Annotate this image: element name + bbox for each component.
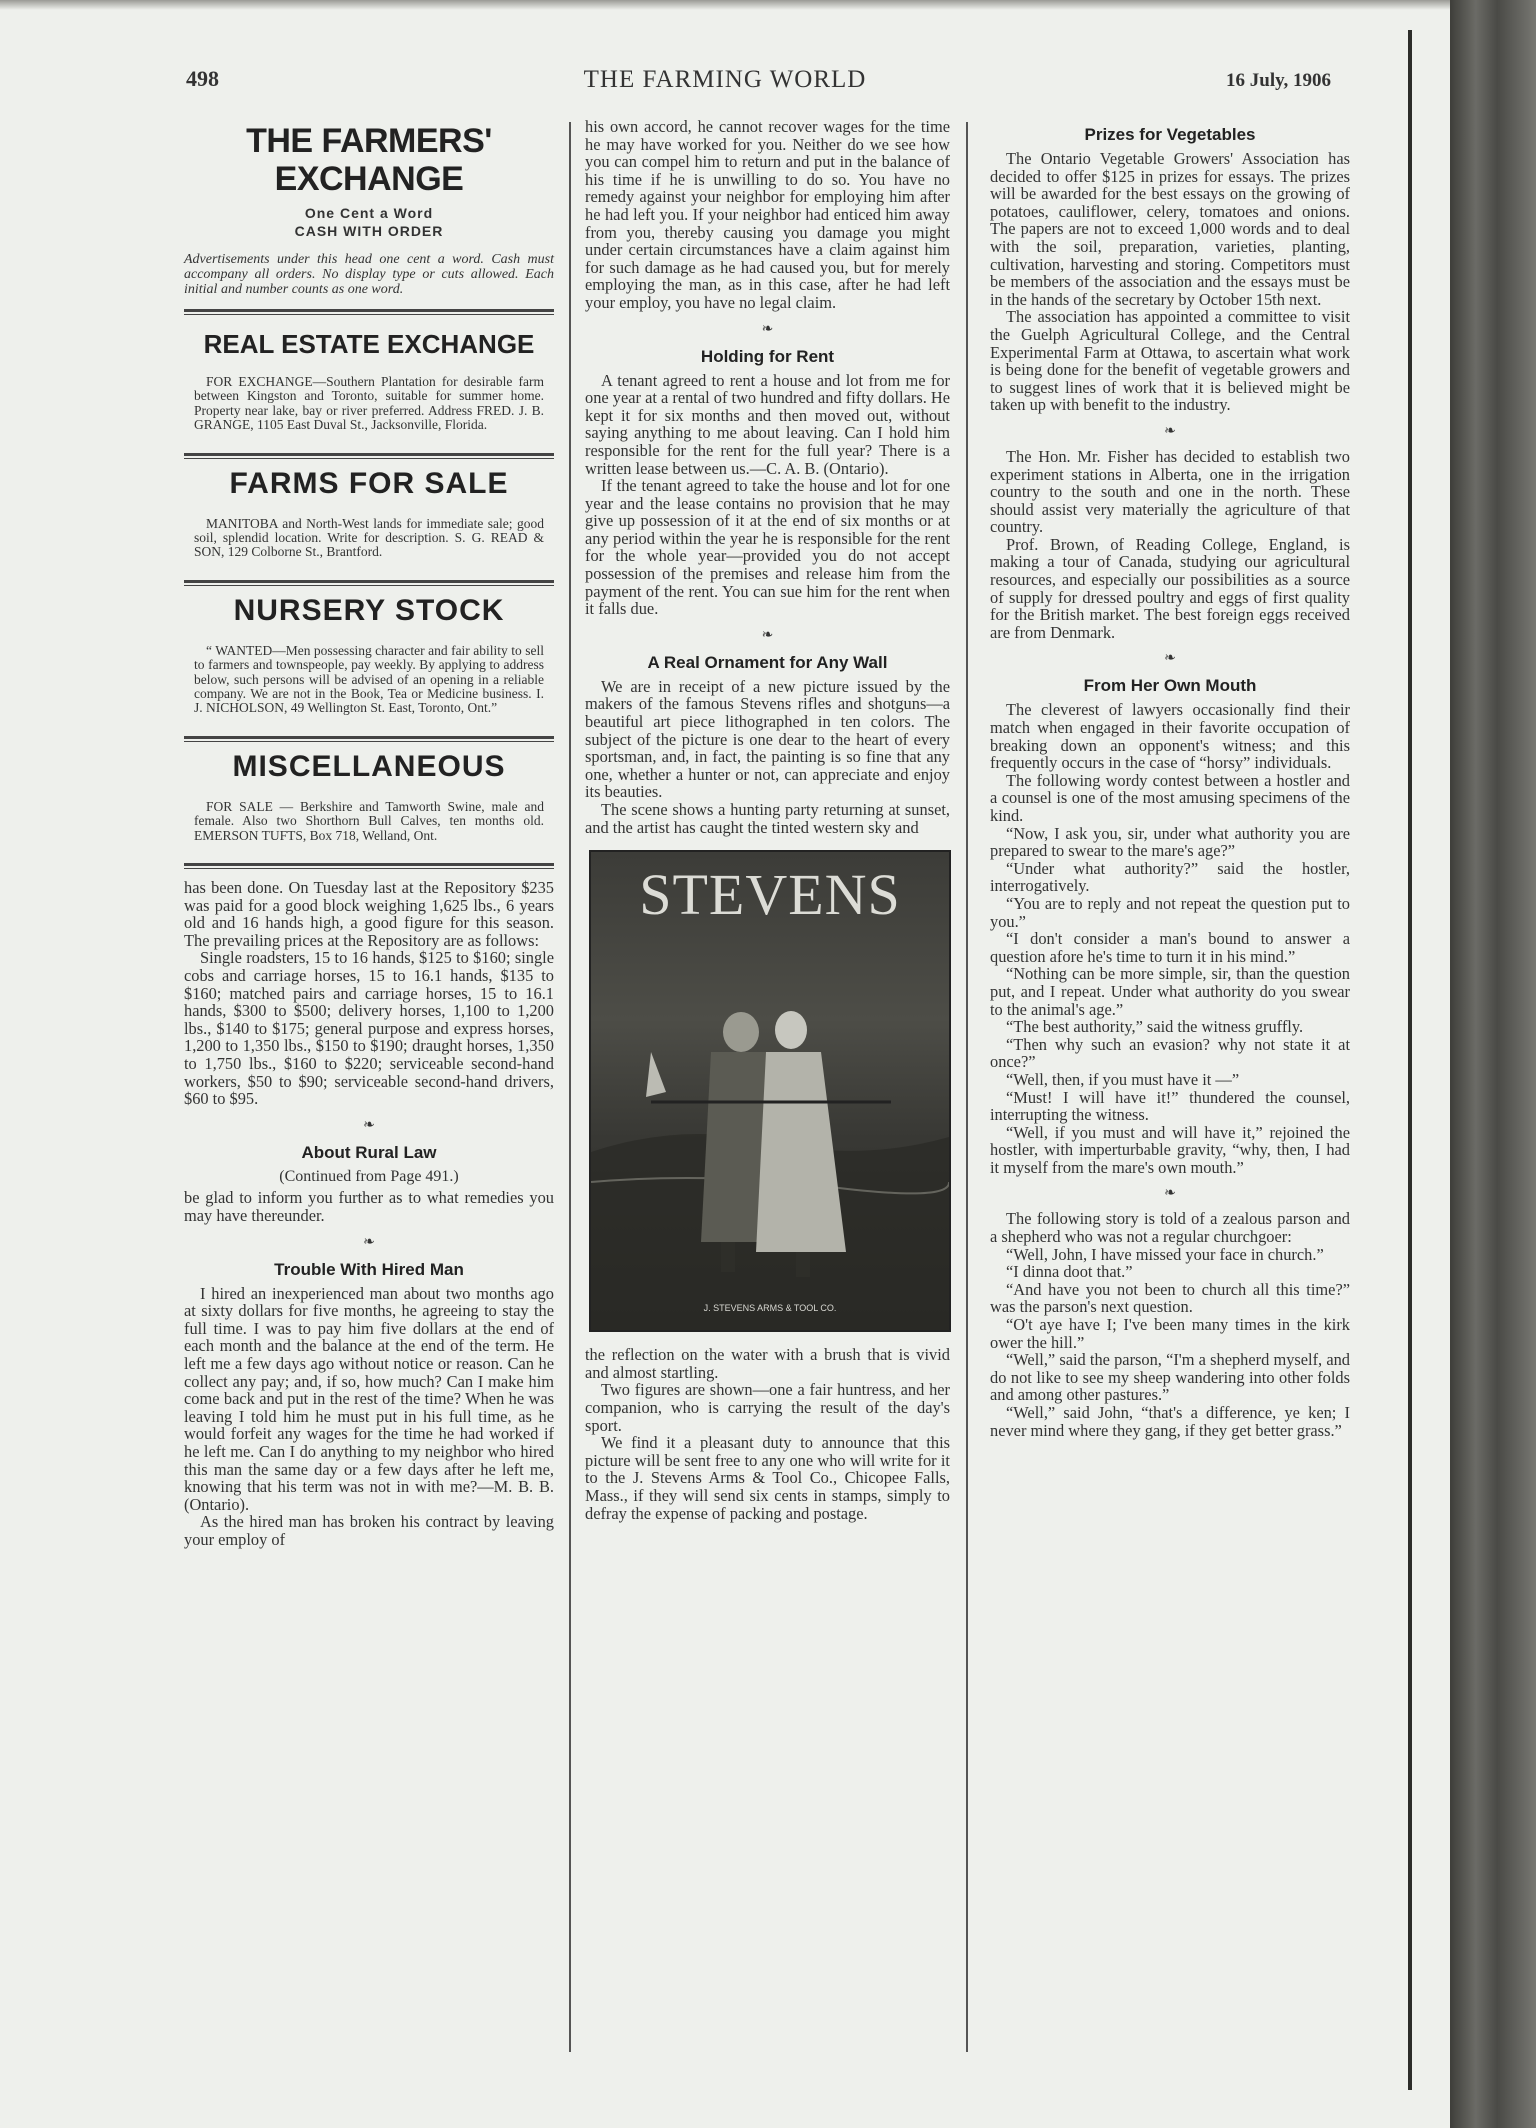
rent-title: Holding for Rent — [700, 346, 835, 366]
rent-answer: If the tenant agreed to take the house and lot for one year and the lease contains no provision that he may give up possession of it at the end of six months or at any period within the year he is responsible for the rent for the whole year—provided you do not accept possession of the premises and release him from the payment of the rent. You can sue him for the rent when it falls due. — [585, 476, 950, 619]
section-rule — [184, 580, 554, 586]
rent-question: A tenant agreed to rent a house and lot from me for one year at a rental of two hundred and fifty dollars. He kept it for six months and then moved out, without saying anything to me about leaving. Can I hold him responsible for the rent for the full year? There is a written lease between us.—C. A. B. (Ontario). — [585, 370, 951, 478]
column-rule-2 — [966, 122, 968, 2052]
mouth-para-7: “Nothing can be more simple, sir, than the question put, and I repeat. Under what authority do you swear to the animal's age.” — [990, 964, 1350, 1019]
section-rule — [184, 736, 554, 742]
mouth-para-8: “The best authority,” said the witness gruffly. — [1006, 1017, 1304, 1037]
nursery-stock-title: NURSERY STOCK — [233, 593, 505, 627]
mouth-para-4: “Under what authority?” said the hostler, interrogatively. — [990, 858, 1350, 896]
fisher-para: The Hon. Mr. Fisher has decided to establish two experiment stations in Alberta, one in the irrigation country to the south and one in the north. These should assist very materially the agriculture of that country. — [990, 446, 1350, 537]
mouth-para-6: “I don't consider a man's bound to answer a question afore he's time to turn it in his mind.” — [990, 929, 1350, 966]
parson-para-3: “I dinna doot that.” — [1006, 1262, 1133, 1282]
parson-para-2: “Well, John, I have missed your face in church.” — [1006, 1244, 1324, 1264]
fleuron-icon: ❧ — [363, 1234, 375, 1250]
stevens-advertisement-image — [589, 850, 951, 1332]
parson-para-1: The following story is told of a zealous parson and a shepherd who was not a regular churchgoer: — [990, 1209, 1350, 1247]
mouth-para-5: “You are to reply and not repeat the question put to you.” — [990, 893, 1350, 931]
running-title: THE FARMING WORLD — [583, 66, 867, 93]
fleuron-icon: ❧ — [363, 1117, 375, 1133]
issue-date: 16 July, 1906 — [1226, 70, 1332, 91]
fleuron-icon: ❧ — [1164, 1186, 1176, 1202]
nursery-ad: “ WANTED—Men possessing character and fair ability to sell to farmers and townspeople, pay weekly. By applying to address below, such persons will be advised of an opening in a reliable company. We are not in the Book, Tea or Medicine business. I. J. NICHOLSON, 49 Wellington St. East, Toronto, Ont.” — [194, 642, 544, 716]
hired-man-question: I hired an inexperienced man about two months ago at sixty dollars for five months, he agreeing to stay the full time. I was to pay him five dollars at the end of each month and the balance at the end of the term. He left me a few days ago without notice or reason. Can he collect any pay; and, if so, how much? Can I make him come back and put in the rest of the time? When he was leaving I told him he must put in his full time, as he would forfeit any wages for the time he had worked if he left me. Can I do anything to my neighbor who hired this man the same day or a few days after he left me, knowing that his term was not in with me?—M. B. B. (Ontario). — [184, 1283, 554, 1514]
mouth-para-10: “Well, then, if you must have it —” — [1006, 1069, 1240, 1089]
ornament-para-4: Two figures are shown—one a fair huntress, and her companion, who is carrying the result of the day's sport. — [585, 1380, 950, 1435]
ornament-para-1: We are in receipt of a new picture issued by the makers of the famous Stevens rifles and shotguns—a beautiful art piece lithographed in ten colors. The subject of the picture is one dear to the heart of every sportsman, and, in fact, the painting is so fine that any one, whether a hunter or not, can appreciate and enjoy its beauties. — [585, 676, 950, 802]
section-rule — [184, 863, 554, 869]
hired-man-answer-continued: his own accord, he cannot recover wages for the time he may have worked for you. Neither do we see how you can compel him to return and put in the balance of his time if he is unwilling to do so. You have no remedy against your neighbor for employing him after he had left you. If your neighbor had enticed him away from you, thereby causing you damage you might under certain circumstances have a claim against him for such damage as he had caused you, but for merely employing the man, as in this case, after he had left your employ, you have no legal claim. — [585, 117, 950, 312]
vegetables-para-1: The Ontario Vegetable Growers' Association has decided to offer $125 in prizes for essays. The prizes will be awarded for the best essays on the growing of potatoes, cauliflower, celery, tomatoes and onions. The papers are not to exceed 1,000 words and to deal with the soil, preparation, varieties, planting, cultivation, harvesting and storing. Competitors must be members of the association and the essays must be in the hands of the secretary by October 15th next. — [990, 149, 1350, 309]
exchange-rate: One Cent a Word — [304, 205, 434, 221]
fleuron-icon: ❧ — [761, 627, 774, 643]
ornament-para-2: The scene shows a hunting party returning at sunset, and the artist has caught the tinted western sky and — [585, 800, 950, 837]
parson-para-5: “O't aye have I; I've been many times in the kirk ower the hill.” — [990, 1315, 1350, 1352]
hired-man-title: Trouble With Hired Man — [274, 1259, 464, 1279]
mouth-title: From Her Own Mouth — [1083, 676, 1257, 696]
parson-para-4: “And have you not been to church all this time?” was the parson's next question. — [990, 1279, 1350, 1317]
vegetables-title: Prizes for Vegetables — [1084, 125, 1256, 144]
column-3 — [990, 118, 1350, 1439]
farms-ad: MANITOBA and North-West lands for immediate sale; good soil, splendid location. Write for description. S. G. READ & SON, 129 Colborne St., Brantford. — [194, 515, 544, 560]
mouth-para-1: The cleverest of lawyers occasionally find their match when engaged in their favorite occupation of breaking down an opponent's witness; and this frequently occurs in the case of “horsy” individuals. — [990, 700, 1350, 773]
stevens-brand-lettering: STEVENS — [639, 862, 901, 928]
section-rule — [184, 309, 554, 315]
misc-ad: FOR SALE — Berkshire and Tamworth Swine, male and female. Also two Shorthorn Bull Calves, ten months old. EMERSON TUFTS, Box 718, Welland, Ont. — [194, 798, 544, 843]
page-top-shadow — [0, 0, 1450, 10]
fleuron-icon: ❧ — [761, 321, 774, 337]
real-estate-ad: FOR EXCHANGE—Southern Plantation for desirable farm between Kingston and Toronto, suitable for summer home. Property near lake, bay or river preferred. Address FRED. J. B. GRANGE, 1105 East Duval St., Jacksonville, Florida. — [194, 374, 544, 433]
real-estate-title: REAL ESTATE EXCHANGE — [203, 329, 535, 359]
horse-prices-list: Single roadsters, 15 to 16 hands, $125 to $160; single cobs and carriage horses, 15 to 16.1 hands, $135 to $160; matched pairs and carriage horses, 15 to 16.1 hands, $300 to $500; delivery horses, 1,100 to 1,200 lbs., $140 to $175; general purpose and express horses, 1,200 to 1,350 lbs., $150 to $190; draught horses, 1,350 to 1,750 lbs., $160 to $220; serviceable second-hand workers, $50 to $90; serviceable second-hand drivers, $60 to $95. — [184, 948, 554, 1109]
farmers-exchange-title: THE FARMERS' EXCHANGE — [246, 122, 492, 198]
stevens-imprint: J. STEVENS ARMS & TOOL CO. — [703, 1303, 837, 1314]
rural-law-title: About Rural Law — [301, 1142, 437, 1162]
mouth-para-9: “Then why such an evasion? why not state it at once?” — [990, 1034, 1350, 1072]
binding-edge — [1450, 0, 1536, 2128]
page-number: 498 — [186, 66, 219, 91]
mouth-para-12: “Well, if you must and will have it,” rejoined the hostler, with imperturbable gravity, “why, then, I had it myself from the mare's own mouth.” — [990, 1122, 1350, 1177]
parson-para-7: “Well,” said John, “that's a difference, ye ken; I never mind where they gang, if they get better grass.” — [990, 1403, 1350, 1440]
brown-para: Prof. Brown, of Reading College, England, is making a tour of Canada, studying our agricultural resources, and especially our possibilities as a source of supply for dressed poultry and eggs of first quality for the British market. The best foreign eggs received are from Denmark. — [990, 534, 1350, 642]
column-rule-1 — [569, 122, 571, 2052]
farms-for-sale-title: FARMS FOR SALE — [229, 466, 509, 500]
column-2 — [585, 118, 950, 1522]
mouth-para-11: “Must! I will have it!” thundered the counsel, interrupting the witness. — [990, 1087, 1350, 1125]
mouth-para-2: The following wordy contest between a hostler and a counsel is one of the most amusing specimens of the kind. — [990, 770, 1350, 825]
section-rule — [184, 453, 554, 459]
ornament-para-3: the reflection on the water with a brush that is vivid and almost startling. — [585, 1345, 950, 1382]
fleuron-icon: ❧ — [1164, 423, 1176, 439]
ornament-para-5: We find it a pleasant duty to announce that this picture will be sent free to any one who will write for it to the J. Stevens Arms & Tool Co., Chicopee Falls, Mass., if they will send six cents in stamps, simply to defray the expense of packing and postage. — [585, 1433, 950, 1523]
exchange-terms: CASH WITH ORDER — [294, 223, 444, 239]
vegetables-para-2: The association has appointed a committee to visit the Guelph Agricultural College, and the Central Experimental Farm at Ottawa, to ascertain what work is being done for the benefit of vegetable growers and to suggest lines of work that it is believed might be taken up with benefit to the industry. — [990, 307, 1350, 415]
fleuron-icon: ❧ — [1164, 651, 1176, 667]
horse-prices-intro: has been done. On Tuesday last at the Repository $235 was paid for a good block weighing 1,625 lbs., 6 years old and 16 hands high, a good figure for this season. The prevailing prices at the Repository are as follows: — [184, 878, 554, 950]
miscellaneous-title: MISCELLANEOUS — [232, 749, 506, 783]
hired-man-answer: As the hired man has broken his contract by leaving your employ of — [184, 1512, 554, 1549]
binding-edge-line — [1408, 30, 1412, 2090]
exchange-note: Advertisements under this head one cent a word. Cash must accompany all orders. No display type or cuts allowed. Each initial and number counts as one word. — [184, 252, 554, 297]
mouth-para-3: “Now, I ask you, sir, under what authority you are prepared to swear to the mare's age?” — [990, 823, 1350, 861]
parson-para-6: “Well,” said the parson, “I'm a shepherd myself, and do not like to see my sheep wandering into other folds and among other pastures.” — [990, 1350, 1350, 1405]
ornament-title: A Real Ornament for Any Wall — [647, 652, 888, 672]
column-1 — [184, 118, 554, 1549]
rural-law-text: be glad to inform you further as to what remedies you may have thereunder. — [184, 1188, 554, 1225]
rural-law-continued: (Continued from Page 491.) — [279, 1167, 459, 1185]
